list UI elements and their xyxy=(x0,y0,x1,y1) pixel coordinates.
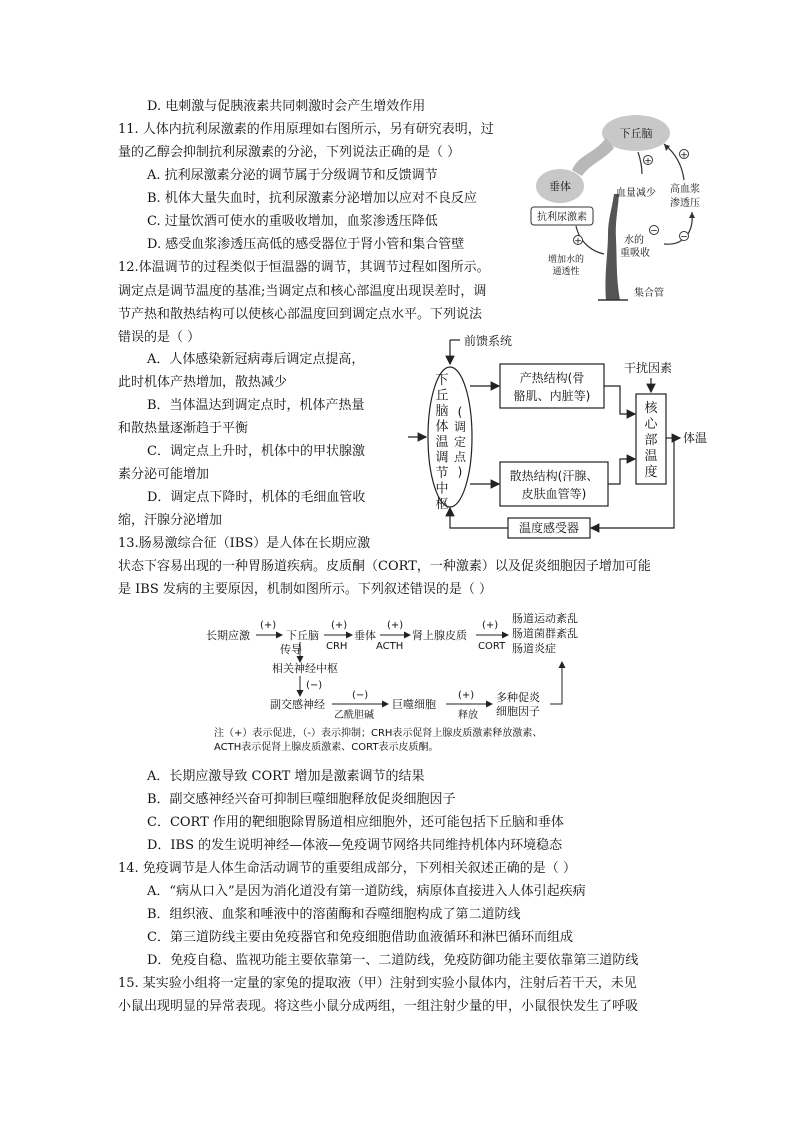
coreText-char: 部 xyxy=(644,433,658,448)
cytokine-label-2: 细胞因子 xyxy=(496,705,540,718)
q15-stem-line2: 小鼠出现明显的异常表现。将这些小鼠分成两组，一组注射少量的甲，小鼠很快发生了呼吸 xyxy=(118,999,639,1014)
q12-option-b-line2: 和散热量逐渐趋于平衡 xyxy=(118,421,249,436)
reabsorb-label-1: 水的 xyxy=(624,235,644,246)
centerText-char: 中 xyxy=(435,481,449,497)
note-line-2: ACTH表示促肾上腺皮质激素、CORT表示皮质酮。 xyxy=(214,742,439,753)
q12-stem-line2: 调定点是调节温度的基准;当调定点和核心部温度出现误差时，调 xyxy=(118,284,487,299)
loss-to-core-arrow xyxy=(608,459,635,484)
body-temp-label: 体温 xyxy=(683,431,708,445)
q13-option-b: B．副交感神经兴奋可抑制巨噬细胞释放促炎细胞因子 xyxy=(147,792,456,807)
centerText-char: 枢 xyxy=(435,497,449,512)
conduct-label: 传导 xyxy=(280,643,302,656)
heat-production-label-2: 骼肌、内脏等) xyxy=(513,389,591,403)
centerText-char: 温 xyxy=(435,435,449,450)
q13-option-c: C．CORT 作用的靶细胞除胃肠道相应细胞外，还可能包括下丘脑和垂体 xyxy=(147,815,564,830)
ibs-mechanism-diagram xyxy=(200,608,630,760)
setText-char: ) xyxy=(457,465,463,479)
setText-char: 点 xyxy=(453,450,467,464)
centerText-char: 体 xyxy=(435,419,449,435)
pituitary-stalk-shape xyxy=(572,138,614,176)
q15-stem-line1: 15. 某实验小组将一定量的家兔的提取液（甲）注射到实验小鼠体内，注射后若干天，未见 xyxy=(118,976,637,991)
nerve-center-label: 相关神经中枢 xyxy=(272,662,338,675)
q12-option-a-line2: 此时机体产热增加，散热减少 xyxy=(118,375,288,390)
pos-sign-4: (+) xyxy=(482,620,499,631)
q14-option-d: D．免疫自稳、监视功能主要依靠第一、二道防线，免疫防御功能主要依靠第三道防线 xyxy=(147,953,639,968)
pos-sign-3: (+) xyxy=(387,620,404,631)
q12-option-d-line2: 缩，汗腺分泌增加 xyxy=(118,513,223,528)
parasympathetic-label: 副交感神经 xyxy=(270,698,325,711)
cytokine-label-1: 多种促炎 xyxy=(496,691,540,704)
heat-loss-label-2: 皮肤血管等) xyxy=(521,487,587,501)
ach-label: 乙酰胆碱 xyxy=(334,710,374,721)
stress-label: 长期应激 xyxy=(206,629,250,642)
q12-option-c-line1: C．调定点上升时，机体中的甲状腺激 xyxy=(147,444,365,459)
centerText-char: 脑 xyxy=(435,404,449,419)
q14-option-b: B．组织液、血浆和唾液中的溶菌酶和吞噬细胞构成了第二道防线 xyxy=(147,907,521,922)
q13-stem-line1: 13.肠易激综合征（IBS）是人体在长期应激 xyxy=(118,536,371,551)
q12-option-a-line1: A．人体感染新冠病毒后调定点提高， xyxy=(147,352,365,367)
centerText-char: 丘 xyxy=(435,388,449,404)
adh-label: 抗利尿激素 xyxy=(537,212,587,223)
adh-plus-text: + xyxy=(574,236,582,247)
q14-option-a: A．“病从口入”是因为消化道没有第一道防线，病原体直接进入人体引起疾病 xyxy=(147,884,586,899)
cyto-to-effects-arrow xyxy=(550,662,562,704)
effect-label-1: 肠道运动紊乱 xyxy=(512,612,578,625)
thermoregulation-diagram xyxy=(404,334,716,544)
setText-char: 调 xyxy=(453,420,467,434)
setText-char: ( xyxy=(457,405,463,419)
core-text-group xyxy=(644,400,658,480)
pos-sign-1: (+) xyxy=(260,620,277,631)
q12-option-b-line1: B．当体温达到调定点时，机体产热量 xyxy=(147,398,365,413)
heat-loss-label-1: 散热结构(汗腺、 xyxy=(509,469,599,483)
pituitary-label: 垂体 xyxy=(549,180,571,193)
note-line-1: 注（+）表示促进，（-）表示抑制；CRH表示促肾上腺皮质激素释放激素、 xyxy=(214,728,543,739)
sensor-to-center-arrow xyxy=(450,508,508,528)
q13-option-d: D．IBS 的发生说明神经—体液—免疫调节网络共同维持机体内环境稳态 xyxy=(147,838,563,853)
blood-to-hypo-arrow xyxy=(638,152,642,174)
acth-label: ACTH xyxy=(376,641,404,652)
pos-sign-5: (+) xyxy=(458,690,475,701)
q10-option-d: D. 电刺激与促胰液素共同刺激时会产生增效作用 xyxy=(147,99,426,114)
centerText-char: 下 xyxy=(435,373,449,388)
effect-label-2: 肠道菌群紊乱 xyxy=(512,627,578,640)
pituitary-label: 垂体 xyxy=(354,629,376,642)
blood-loss-label: 血量减少 xyxy=(616,188,656,199)
coreText-char: 度 xyxy=(644,465,658,480)
collecting-duct-shape xyxy=(605,194,620,300)
q12-option-c-line2: 素分泌可能增加 xyxy=(118,467,210,482)
center-text-group xyxy=(435,373,448,512)
cort-label: CORT xyxy=(478,641,506,652)
q13-stem-line3: 是 IBS 发病的主要原因，机制如图所示。下列叙述错误的是（ ） xyxy=(118,582,492,597)
collecting-duct-label: 集合管 xyxy=(634,288,664,299)
q11-stem-line1: 11. 人体内抗利尿激素的作用原理如右图所示，另有研究表明，过 xyxy=(118,122,494,137)
q11-option-a: A. 抗利尿激素分泌的调节属于分级调节和反馈调节 xyxy=(147,168,438,183)
production-to-core-arrow xyxy=(604,386,635,414)
effect-label-3: 肠道炎症 xyxy=(512,642,556,655)
pos-sign-2: (+) xyxy=(331,620,348,631)
q11-option-d: D. 感受血浆渗透压高低的感受器位于肾小管和集合管壁 xyxy=(147,237,465,252)
high-osm-label-1: 高血浆 xyxy=(670,184,700,195)
q12-stem-line3: 节产热和散热结构可以使核心部温度回到调定点水平。下列说法 xyxy=(118,307,483,322)
coreText-char: 温 xyxy=(644,449,658,464)
heat-production-label-1: 产热结构(骨 xyxy=(519,371,585,385)
setText-char: 定 xyxy=(453,435,467,449)
q12-stem-line4: 错误的是（ ） xyxy=(118,330,201,345)
osm-minus-text: − xyxy=(680,232,688,243)
q13-stem-line2: 状态下容易出现的一种胃肠道疾病。皮质酮（CORT，一种激素）以及促炎细胞因子增加可能 xyxy=(118,559,651,574)
q11-stem-line2: 量的乙醇会抑制抗利尿激素的分泌，下列说法正确的是（ ） xyxy=(118,145,461,160)
permeability-label-2: 通透性 xyxy=(552,267,580,277)
hypothalamus-label: 下丘脑 xyxy=(286,629,319,642)
adh-mechanism-diagram xyxy=(524,114,724,306)
hypothalamus-label: 下丘脑 xyxy=(619,127,653,140)
centerText-char: 节 xyxy=(435,466,449,481)
centerText-char: 调 xyxy=(435,450,449,466)
temperature-sensor-label: 温度感受器 xyxy=(518,521,580,535)
reabsorb-label-2: 重吸收 xyxy=(620,248,650,259)
feedforward-label: 前馈系统 xyxy=(464,334,513,348)
coreText-char: 核 xyxy=(644,401,658,416)
release-label: 释放 xyxy=(458,710,478,721)
blood-plus-text: + xyxy=(644,156,652,167)
q14-option-c: C．第三道防线主要由免疫器官和免疫细胞借助血液循环和淋巴循环而组成 xyxy=(147,930,573,945)
crh-label: CRH xyxy=(326,641,348,652)
q14-stem: 14. 免疫调节是人体生命活动调节的重要组成部分，下列相关叙述正确的是（ ） xyxy=(118,861,576,876)
neg-sign-2: (−) xyxy=(352,690,369,701)
q11-option-b: B. 机体大量失血时，抗利尿激素分泌增加以应对不良反应 xyxy=(147,191,477,206)
arrowhead xyxy=(689,212,695,218)
reabsorb-minus-text: − xyxy=(650,226,658,237)
neg-sign-1: (−) xyxy=(306,680,323,691)
osm-plus-text: + xyxy=(680,150,688,161)
reabsorb-to-osm-arrow xyxy=(664,212,692,244)
q13-option-a: A．长期应激导致 CORT 增加是激素调节的结果 xyxy=(147,769,425,784)
q12-stem-line1: 12.体温调节的过程类似于恒温器的调节，其调节过程如图所示。 xyxy=(118,260,490,275)
q11-option-c: C. 过量饮酒可使水的重吸收增加，血浆渗透压降低 xyxy=(147,214,438,229)
coreText-char: 心 xyxy=(644,417,658,432)
interference-label: 干扰因素 xyxy=(624,361,673,375)
high-osm-label-2: 渗透压 xyxy=(670,198,700,209)
arrowhead xyxy=(664,144,670,151)
permeability-label-1: 增加水的 xyxy=(547,255,585,265)
macrophage-label: 巨噬细胞 xyxy=(392,698,436,711)
adrenal-label: 肾上腺皮质 xyxy=(412,629,467,642)
q12-option-d-line1: D．调定点下降时，机体的毛细血管收 xyxy=(147,490,366,505)
